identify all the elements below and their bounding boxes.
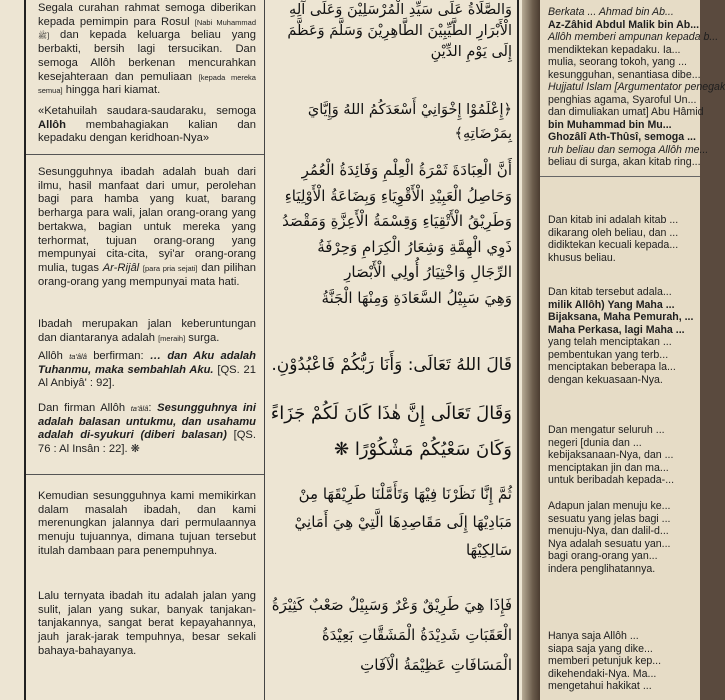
arabic-line: قَالَ اللهُ تَعَالَى: وَأَنَا رَبُّكُمْ فَاعْبُدُوْنِ. — [271, 355, 512, 375]
arabic-line: مَبَادِيْهَا إِلَى مَقَاصِدِهَا الَّتِيْ هِيَ أَمَانِيْ — [294, 513, 512, 531]
right-page-text-4: Dan mengatur seluruh ... negeri [dunia dan ... kebijaksanaan-Nya, dan ... menciptakan jin dan ma... untuk beribadah kepada-... — [548, 424, 675, 486]
arabic-line: ثُمَّ إِنَّا نَظَرْنَا فِيْهَا وَتَأَمَّلْنَا طَرِيْقَهَا مِنْ — [298, 485, 512, 503]
arabic-line: إِلَى يَوْمِ الدِّيْنِ — [430, 44, 512, 60]
arabic-line: وَحَاصِلُ الْعَبِيْدِ الْأَقْوِيَاءِ وَبِضَاعَةُ الْأَوْلِيَاءِ — [284, 186, 512, 205]
latin-paragraph-3: Sesungguhnya ibadah adalah buah dari ilmu, hasil manfaat dari umur, perolehan bagi para hamba yang kuat, barang berharga para wali, jalan orang-orang yang bertakwa, bagian untuk mereka yang terhormat, tujuan orang-orang yang mempunyai cita-cita, syi'ar orang-orang mulia, tugas Ar-Rijâl [para pria sejati] dan pilihan orang-orang yang mempunyai mata hati. — [38, 166, 256, 288]
arabic-block-1 — [272, 0, 512, 63]
arabic-line: فَإِذَا هِيَ طَرِيْقٌ وَعْرٌ وَسَبِيْلٌ صَعْبٌ كَثِيْرَةُ — [271, 596, 512, 614]
arabic-block-3 — [272, 158, 512, 311]
arabic-block-6 — [272, 480, 512, 564]
arabic-line: وَطَرِيْقُ الْأَتْقِيَاءِ وَقِسْمَةُ الْأَعِزَّةِ وَمَقْصَدُ — [282, 212, 512, 230]
arabic-line: أَنَّ الْعِبَادَةَ ثَمْرَةُ الْعِلْمِ وَفَائِدَةُ الْعُمُرِ — [301, 161, 512, 179]
arabic-line: وَالصَّلَاةُ عَلَى سَيِّدِ الْمُرْسَلِيْنَ وَعَلَى آلِهِ — [289, 2, 512, 18]
arabic-block-4 — [272, 352, 512, 378]
arabic-line: الْأَبْرَارِ الطَّيِّبِيْنَ الطَّاهِرِيْنَ وَسَلَّمَ وَعَظَّمَ — [287, 23, 512, 39]
latin-paragraph-1: Segala curahan rahmat semoga diberikan kepada pemimpin para Rosul [Nabi Muhammad ﷺ] dan kepada keluarga beliau yang berbakti, bersih lagi tersucikan. Dan semoga Allôh berkenan mencurahkan kesejahteraan dan pemuliaan [kepada mereka semua] hingga hari kiamat. — [38, 2, 256, 97]
arabic-line: الرِّجَالِ وَاخْتِيَارُ أُولِي الْأَبْصَارِ — [344, 263, 512, 281]
arabic-line: وَكَانَ سَعْيُكُمْ مَشْكُوْرًا ❋ — [334, 439, 512, 460]
arabic-line: ذَوِي الْهِمَّةِ وَشِعَارُ الْكِرَامِ وَحِرْفَةُ — [317, 237, 512, 256]
right-page-text-lower: Dan kitab tersebut adala... milik Allôh) Yang Maha ... Bijaksana, Maha Pemurah, ... Maha Perkasa, lagi Maha ... yang telah menciptakan ... pembentukan yang terb... menciptakan beberapa la... dengan kekuasaan-Nya. — [548, 286, 694, 386]
arabic-line: الْعَقَبَاتِ شَدِيْدَةُ الْمَشَقَّاتِ بَعِيْدَةُ — [321, 626, 512, 644]
column-divider — [264, 0, 265, 700]
arabic-block-2 — [272, 98, 512, 146]
arabic-line: وَقَالَ تَعَالَى إِنَّ هٰذَا كَانَ لَكُمْ جَزَاءً — [270, 403, 512, 424]
right-page-text-top: Berkata ... Ahmad bin Ab... Az-Zâhid Abdul Malik bin Ab... Allôh memberi ampunan kepada b... mendiktekan kepadaku. Ia... mulia, seorang tokoh, yang ... kesungguhan, senantiasa dibe... Hujjatul Islam [Argumentator penegak penghias agama, Syaroful Un... dan dimuliakan umat] Abu Hâmid bin Muhammad bin Mu... Ghozâlî Ath-Thûsî, semoga ... ruh beliau dan semoga Allôh me... beliau di surga, akan kitab ring... — [548, 6, 725, 168]
book-gutter — [522, 0, 540, 700]
divider — [540, 176, 700, 177]
latin-paragraph-4: Ibadah merupakan jalan keberuntungan dan diantaranya adalah [meraih] surga. — [38, 318, 256, 344]
arabic-line: سَالِكِيْهَا — [465, 541, 512, 559]
arabic-line: بِمَرْضَاتِهِ﴾ — [454, 126, 512, 142]
divider — [26, 474, 264, 475]
right-page-text-middle: Dan kitab ini adalah kitab ... dikarang oleh beliau, dan ... didiktekan kecuali kepada... khusus beliau. — [548, 214, 679, 264]
arabic-line: ﴿إِعْلَمُوْا إِخْوَانِيْ أَسْعَدَكُمُ اللهُ وَإِيَّايَ — [307, 102, 512, 118]
latin-paragraph-6: Dan firman Allôh ta'âlâ: Sesungguhnya ini adalah balasan untukmu, dan usahamu adalah di-syukuri (diberi balasan) [QS. 76 : Al Insân : 22]. ❋ — [38, 402, 256, 456]
latin-paragraph-7: Kemudian sesungguhnya kami memikirkan dalam masalah ibadah, dan kami merenungkan jalannya dari permulaannya menuju tujuannya, dimana tujuan tersebut itulah dambaan para penempuhnya. — [38, 490, 256, 557]
arabic-block-7 — [272, 590, 512, 680]
arabic-line: الْمَسَافَاتِ عَظِيْمَةُ الْآفَاتِ — [360, 656, 512, 674]
arabic-line: وَهِيَ سَبِيْلُ السَّعَادَةِ وَمِنْهَا الْجَنَّةُ — [321, 288, 512, 307]
latin-paragraph-5: Allôh ta'âlâ berfirman: … dan Aku adalah Tuhanmu, maka sembahlah Aku. [QS. 21 Al Anbiyâ' : 92]. — [38, 350, 256, 390]
latin-paragraph-8: Lalu ternyata ibadah itu adalah jalan yang sulit, jalan yang sukar, banyak tanjakan-tanjakannya, sangat berat kepayahannya, jauh jarak-jarak tempuhnya, besar sekali bahaya-bahayanya. — [38, 590, 256, 657]
divider — [26, 154, 264, 155]
arabic-block-5 — [272, 396, 512, 468]
right-page-text-5: Adapun jalan menuju ke... sesuatu yang jelas bagi ... menuju-Nya, dan dalil-d... Nya adalah sesuatu yan... bagi orang-orang yan... indera penglihatannya. — [548, 500, 671, 575]
latin-paragraph-2: «Ketahuilah saudara-saudaraku, semoga Allôh membahagiakan kalian dan kepadaku dengan keridhoan-Nya» — [38, 105, 256, 145]
right-page-text-6: Hanya saja Allôh ... siapa saja yang dike... memberi petunjuk kep... dikehendaki-Nya. Ma... mengetahui hakikat ... — [548, 630, 662, 692]
